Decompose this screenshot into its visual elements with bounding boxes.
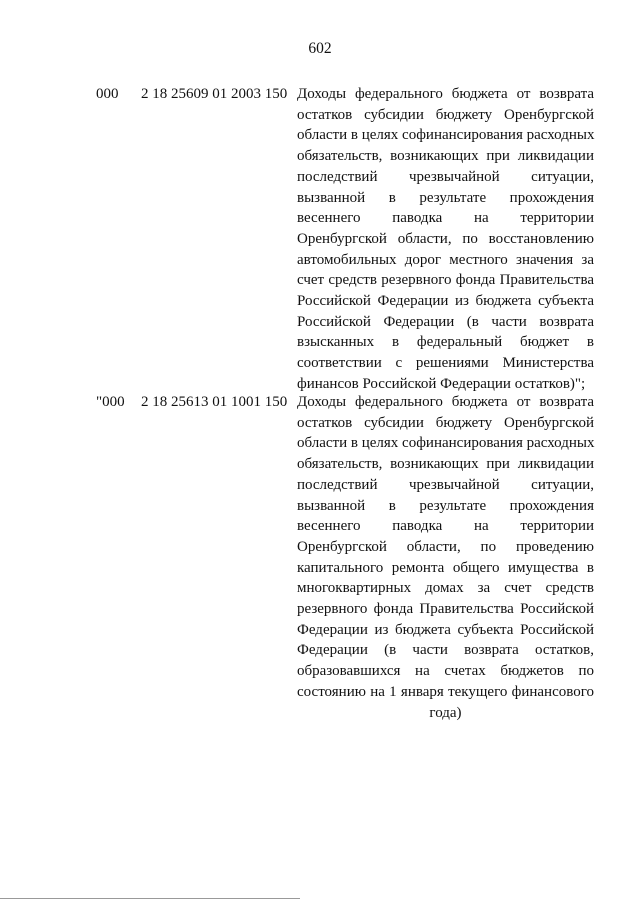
description-line: Федерации (в части возврата остатков, (297, 642, 594, 659)
description-line: Оренбургской области, по восстановлению (297, 230, 594, 247)
page-number: 602 (308, 40, 332, 57)
description-line: соответствии с решениями Министерства (297, 355, 594, 372)
description-line: резервного фонда Правительства Российской (297, 601, 594, 618)
description-line: обязательств, возникающих при ликвидации (297, 148, 594, 165)
code-prefix: 000 (96, 86, 119, 102)
description-line: образовавшихся на счетах бюджетов по (297, 663, 594, 680)
description-line: взысканных в федеральный бюджет в (297, 334, 594, 351)
entry-description (297, 84, 594, 395)
entry-description (297, 392, 594, 723)
description-line: весеннего паводка на территории (297, 518, 594, 535)
description-line: вызванной в результате прохождения (297, 189, 594, 206)
description-line: остатков субсидии бюджету Оренбургской (297, 106, 594, 123)
description-line: Доходы федерального бюджета от возврата (297, 86, 594, 102)
description-line: года) (429, 704, 462, 721)
description-line: автомобильных дорог местного значения за (297, 251, 594, 268)
budget-classification-code: 2 18 25609 01 2003 150 (141, 86, 288, 102)
description-line: Оренбургской области, по проведению (297, 538, 594, 555)
description-line: многоквартирных домах за счет средств (297, 580, 594, 597)
description-line: весеннего паводка на территории (297, 210, 594, 227)
budget-classification-code: 2 18 25613 01 1001 150 (141, 394, 288, 410)
description-line: области в целях софинансирования расходных (297, 435, 595, 452)
description-line: Федерации из бюджета субъекта Российской (297, 621, 594, 638)
description-line: последствий чрезвычайной ситуации, (297, 168, 594, 185)
description-line: финансов Российской Федерации остатков)"; (297, 375, 586, 392)
code-prefix: "000 (96, 394, 125, 410)
description-line: вызванной в результате прохождения (297, 497, 594, 514)
description-line: области в целях софинансирования расходных (297, 127, 595, 144)
description-line: Российской Федерации из бюджета субъекта (297, 293, 594, 310)
description-line: Доходы федерального бюджета от возврата (297, 394, 594, 410)
description-line: Российской Федерации (в части возврата (297, 313, 594, 330)
description-line: остатков субсидии бюджету Оренбургской (297, 414, 594, 431)
scan-edge-line (0, 898, 300, 899)
description-line: счет средств резервного фонда Правительства (297, 272, 594, 289)
description-line: состоянию на 1 января текущего финансового (297, 683, 594, 700)
description-line: капитального ремонта общего имущества в (297, 559, 594, 576)
description-line: обязательств, возникающих при ликвидации (297, 456, 594, 473)
description-line: последствий чрезвычайной ситуации, (297, 476, 594, 493)
